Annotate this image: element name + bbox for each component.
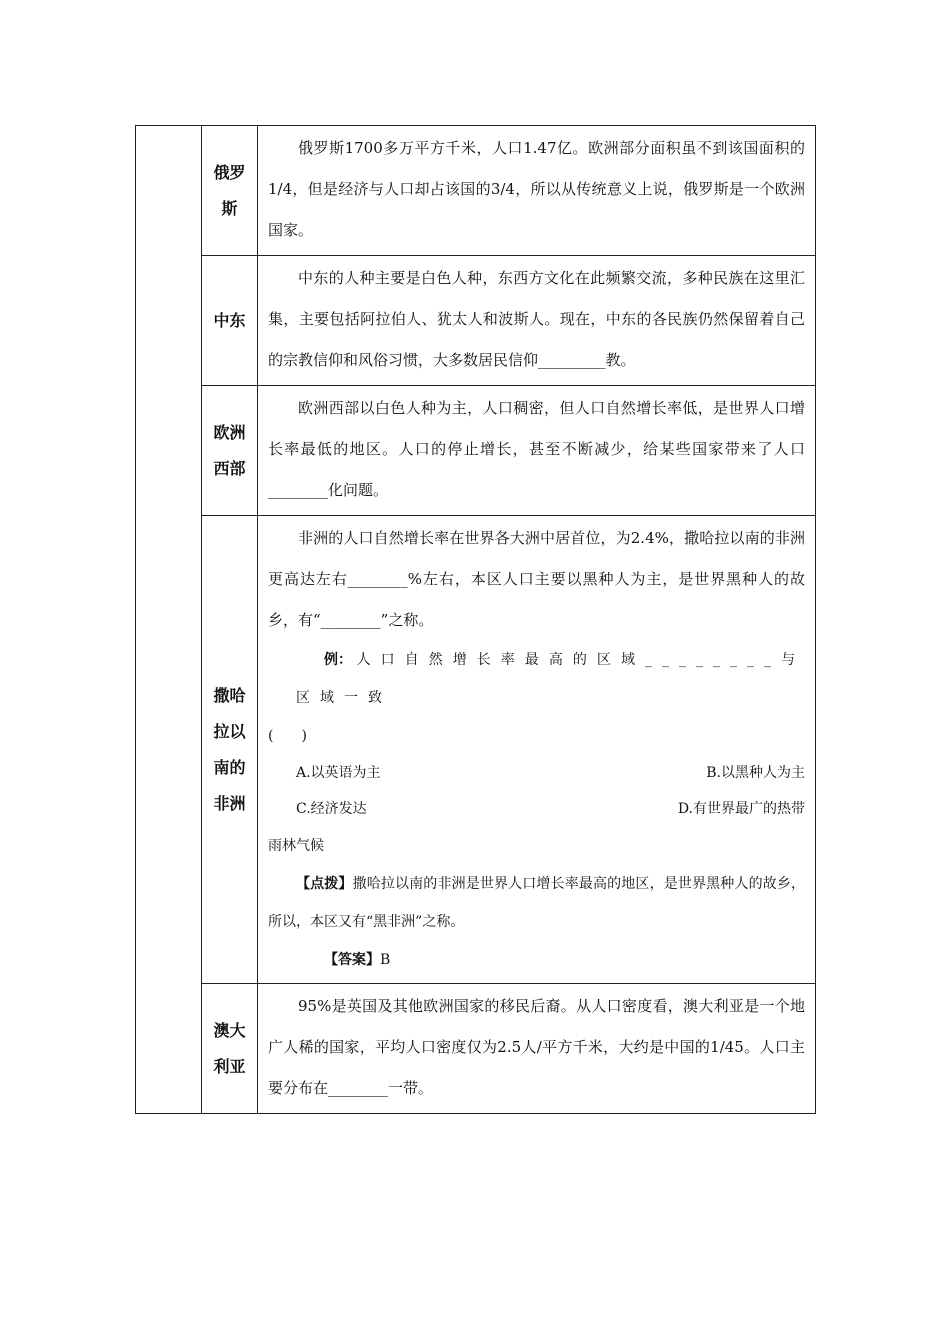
tip-paragraph: 【点拨】撒哈拉以南的非洲是世界人口增长率最高的地区，是世界黑种人的故乡，所以，本区又有“黑非洲”之称。: [268, 876, 806, 930]
answer-line: 【答案】B: [324, 952, 391, 968]
region-text-sub-saharan-africa: 非洲的人口自然增长率在世界各大洲中居首位，为2.4%，撒哈拉以南的非洲更高达左右________%左右，本区人口主要以黑种人为主，是世界黑种人的故乡，有“________”之称。 例： 人口自然增长率最高的区域________与区域一致 ( ) A.以英语为主 B.以黑种人为主 C.经济发达 D.有世界最广的热带 雨林气候 【点拨】撒哈拉以南的非洲是世界人口增长率最高的地区，是世界黑种人的故乡，所以，本区又有“黑非洲”之称。 【答案】B: [258, 516, 816, 984]
example-block: [268, 641, 805, 979]
table-row: [136, 386, 816, 516]
option-d: D.有世界最广的热带: [677, 801, 805, 817]
option-b: B.以黑种人为主: [706, 765, 805, 781]
content-table: [135, 125, 816, 1114]
region-label-western-europe: 欧洲 西部: [202, 386, 258, 516]
blank-column-cell: [136, 126, 202, 1114]
region-label-russia: 俄罗 斯: [202, 126, 258, 256]
option-d-continuation: 雨林气候: [268, 838, 324, 854]
table-row: [136, 256, 816, 386]
region-text-western-europe: 欧洲西部以白色人种为主，人口稠密，但人口自然增长率低，是世界人口增长率最低的地区。人口的停止增长，甚至不断减少，给某些国家带来了人口________化问题。: [258, 386, 816, 516]
option-row: [268, 791, 805, 827]
option-a: A.以英语为主: [296, 765, 381, 781]
example-question: 例： 人口自然增长率最高的区域________与区域一致: [296, 652, 806, 706]
example-paren: ( ): [268, 728, 307, 744]
table-row: [136, 516, 816, 984]
region-text-middle-east: 中东的人种主要是白色人种，东西方文化在此频繁交流，多种民族在这里汇集，主要包括阿拉伯人、犹太人和波斯人。现在，中东的各民族仍然保留着自己的宗教信仰和风俗习惯，大多数居民信仰_________教。: [258, 256, 816, 386]
region-label-middle-east: 中东: [202, 256, 258, 386]
table-row: [136, 984, 816, 1114]
region-label-sub-saharan-africa: 撒哈 拉以 南的 非洲: [202, 516, 258, 984]
table-row: [136, 126, 816, 256]
region-text-russia: 俄罗斯1700多万平方千米，人口1.47亿。欧洲部分面积虽不到该国面积的1/4，但是经济与人口却占该国的3/4，所以从传统意义上说，俄罗斯是一个欧洲国家。: [258, 126, 816, 256]
option-c: C.经济发达: [296, 801, 367, 817]
region-label-australia: 澳大 利亚: [202, 984, 258, 1114]
region-text-australia: 95%是英国及其他欧洲国家的移民后裔。从人口密度看，澳大利亚是一个地广人稀的国家，平均人口密度仅为2.5人/平方千米，大约是中国的1/45。人口主要分布在________一带。: [258, 984, 816, 1114]
option-row: [268, 755, 805, 791]
